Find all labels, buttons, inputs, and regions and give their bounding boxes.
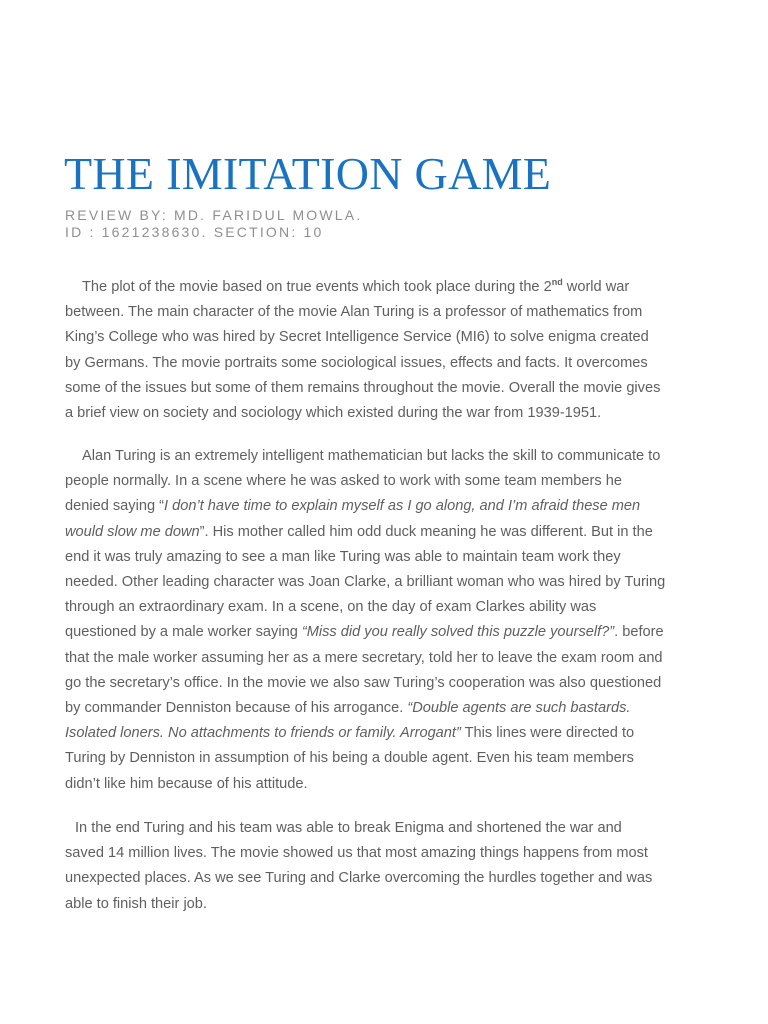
paragraph-conclusion bbox=[65, 816, 705, 917]
paragraph-line: by Germans. The movie portraits some sociological issues, effects and facts. It overcomes bbox=[65, 354, 648, 371]
paragraph-line bbox=[65, 520, 705, 545]
paragraph-line bbox=[65, 721, 705, 746]
paragraph-line bbox=[65, 620, 705, 645]
paragraph-line: In the end Turing and his team was able to break Enigma and shortened the war and bbox=[75, 820, 622, 836]
paragraph-line: between. The main character of the movie Alan Turing is a professor of mathematics from bbox=[65, 304, 643, 321]
paragraph-line: saved 14 million lives. The movie showed us that most amazing things happens from most bbox=[65, 845, 648, 862]
paragraph-line: that the male worker assuming her as a mere secretary, told her to leave the exam room and bbox=[65, 649, 663, 666]
document-title: THE IMITATION GAME bbox=[64, 148, 552, 199]
paragraph-line: go the secretary’s office. In the movie we also saw Turing’s cooperation was also questioned bbox=[65, 674, 662, 691]
paragraph-line: Alan Turing is an extremely intelligent mathematician but lacks the skill to communicate to bbox=[82, 448, 661, 464]
paragraph-line: Turing by Denniston in assumption of his being a double agent. Even his team members bbox=[65, 750, 634, 767]
reviewer-byline: REVIEW BY: MD. FARIDUL MOWLA. bbox=[65, 207, 363, 223]
paragraph-line: King’s College who was hired by Secret Intelligence Service (MI6) to solve enigma created bbox=[65, 329, 649, 346]
text-run: This lines were directed to bbox=[460, 725, 635, 742]
movie-quote: would slow me down bbox=[65, 523, 200, 540]
text-run: The plot of the movie based on true events which took place during the 2 bbox=[82, 279, 552, 295]
paragraph-line: some of the issues but some of them remains throughout the movie. Overall the movie gives bbox=[65, 379, 661, 396]
movie-quote: “Double agents are such bastards. bbox=[407, 700, 631, 717]
text-run: by commander Denniston because of his arrogance. bbox=[65, 700, 408, 717]
paragraph-line bbox=[65, 275, 705, 300]
paragraph-line: didn’t like him because of his attitude. bbox=[65, 775, 308, 792]
paragraph-plot bbox=[65, 275, 705, 426]
paragraph-line: needed. Other leading character was Joan Clarke, a brilliant woman who was hired by Turing bbox=[65, 574, 666, 591]
text-run: questioned by a male worker saying bbox=[65, 624, 302, 641]
paragraph-line bbox=[65, 494, 705, 519]
ordinal-superscript: nd bbox=[551, 277, 563, 288]
student-id-line: ID : 1621238630. SECTION: 10 bbox=[65, 224, 324, 240]
movie-quote: “Miss did you really solved this puzzle yourself?” bbox=[301, 624, 615, 641]
paragraph-line: a brief view on society and sociology which existed during the war from 1939-1951. bbox=[65, 405, 602, 422]
paragraph-line: through an extraordinary exam. In a scene, on the day of exam Clarkes ability was bbox=[65, 599, 597, 616]
paragraph-line bbox=[65, 696, 705, 721]
paragraph-line: people normally. In a scene where he was asked to work with some team members he bbox=[65, 473, 622, 490]
movie-quote: Isolated loners. No attachments to friends or family. Arrogant” bbox=[65, 725, 461, 742]
paragraph-line: unexpected places. As we see Turing and Clarke overcoming the hurdles together and was bbox=[65, 870, 653, 887]
text-run: . before bbox=[614, 624, 664, 641]
paragraph-characters bbox=[65, 444, 705, 797]
paragraph-line: end it was truly amazing to see a man like Turing was able to maintain team work they bbox=[65, 548, 621, 565]
text-run: ”. His mother called him odd duck meaning he was different. But in the bbox=[199, 523, 653, 540]
text-run: world war bbox=[562, 279, 630, 295]
text-run: denied saying “ bbox=[65, 498, 164, 515]
paragraph-line: able to finish their job. bbox=[65, 895, 207, 912]
movie-quote: I don’t have time to explain myself as I go along, and I’m afraid these men bbox=[163, 498, 641, 515]
